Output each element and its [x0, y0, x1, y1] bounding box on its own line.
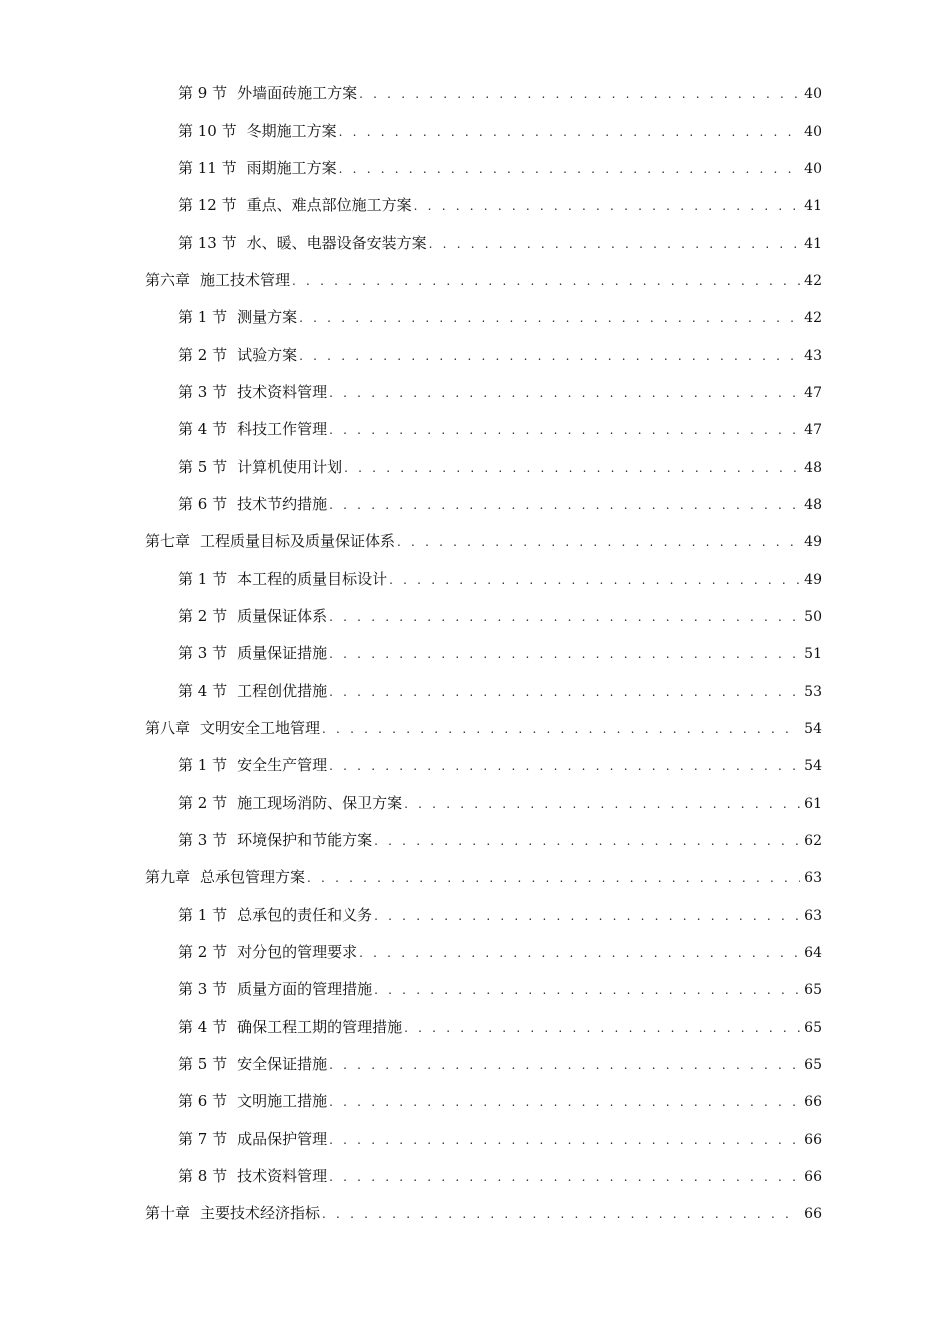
- toc-dot-leader: [292, 271, 800, 291]
- toc-entry-title: 技术资料管理: [237, 382, 328, 401]
- toc-page-number: 40: [804, 123, 822, 140]
- toc-entry-title: 质量保证体系: [237, 606, 328, 625]
- toc-entry-title: 重点、难点部位施工方案: [246, 196, 412, 215]
- toc-entry-title: 水、暖、电器设备安装方案: [246, 233, 427, 252]
- toc-section-entry[interactable]: [0, 1046, 950, 1083]
- toc-entry-line: [178, 979, 822, 1000]
- toc-entry-line: [178, 1091, 822, 1112]
- toc-entry-line: [145, 270, 822, 291]
- toc-page-number: 51: [804, 646, 822, 663]
- toc-entry-line: [178, 158, 822, 179]
- toc-chapter-entry[interactable]: [0, 859, 950, 896]
- toc-entry-title: 冬期施工方案: [246, 121, 337, 140]
- toc-entry-line: [178, 1129, 822, 1150]
- toc-dot-leader: [322, 719, 800, 739]
- toc-entry-label: [178, 382, 327, 402]
- toc-section-entry[interactable]: [0, 897, 950, 934]
- toc-section-entry[interactable]: [0, 1158, 950, 1195]
- toc-entry-line: [178, 755, 822, 776]
- toc-entry-title: 对分包的管理要求: [237, 943, 358, 962]
- toc-dot-leader: [339, 159, 800, 179]
- toc-chapter-entry[interactable]: [0, 710, 950, 747]
- toc-entry-title: 本工程的质量目标设计: [237, 569, 388, 588]
- toc-page-number: 53: [804, 683, 822, 700]
- toc-page-number: 50: [804, 608, 822, 625]
- toc-entry-number: 第 4 节: [178, 1017, 228, 1036]
- toc-entry-label: [178, 494, 327, 514]
- toc-dot-leader: [404, 1018, 800, 1038]
- toc-dot-leader: [414, 196, 800, 216]
- toc-section-entry[interactable]: [0, 1121, 950, 1158]
- toc-entry-title: 技术节约措施: [237, 494, 328, 513]
- toc-page-number: 43: [804, 347, 822, 364]
- toc-entry-title: 计算机使用计划: [237, 457, 343, 476]
- toc-page-number: 54: [804, 721, 822, 738]
- toc-entry-label: [178, 307, 297, 327]
- toc-entry-label: [178, 419, 327, 439]
- toc-entry-line: [178, 419, 822, 440]
- toc-entry-number: 第十章: [145, 1204, 191, 1223]
- toc-entry-title: 文明施工措施: [237, 1092, 328, 1111]
- toc-entry-title: 文明安全工地管理: [200, 719, 321, 738]
- toc-entry-line: [178, 494, 822, 515]
- toc-dot-leader: [307, 868, 800, 888]
- toc-section-entry[interactable]: [0, 411, 950, 448]
- toc-entry-number: 第 9 节: [178, 84, 228, 103]
- toc-chapter-entry[interactable]: [0, 262, 950, 299]
- toc-entry-line: [178, 905, 822, 926]
- toc-entry-line: [178, 1166, 822, 1187]
- toc-entry-number: 第 12 节: [178, 196, 237, 215]
- toc-entry-title: 雨期施工方案: [246, 158, 337, 177]
- toc-section-entry[interactable]: [0, 448, 950, 485]
- toc-entry-label: [178, 793, 402, 813]
- toc-entry-number: 第 5 节: [178, 457, 228, 476]
- toc-entry-label: [178, 1017, 402, 1037]
- toc-entry-title: 安全保证措施: [237, 1055, 328, 1074]
- toc-page-number: 63: [804, 870, 822, 887]
- toc-entry-line: [145, 1203, 822, 1224]
- toc-section-entry[interactable]: [0, 224, 950, 261]
- toc-dot-leader: [359, 84, 800, 104]
- toc-entry-label: [178, 755, 327, 775]
- toc-entry-number: 第 2 节: [178, 606, 228, 625]
- toc-dot-leader: [299, 346, 800, 366]
- toc-section-entry[interactable]: [0, 673, 950, 710]
- toc-entry-line: [178, 345, 822, 366]
- toc-entry-line: [178, 233, 822, 254]
- toc-section-entry[interactable]: [0, 112, 950, 149]
- toc-page-number: 49: [804, 571, 822, 588]
- toc-entry-label: [178, 979, 372, 999]
- toc-entry-line: [178, 793, 822, 814]
- toc-entry-line: [178, 195, 822, 216]
- toc-entry-title: 施工技术管理: [200, 270, 291, 289]
- toc-entry-label: [178, 158, 337, 178]
- toc-entry-title: 质量保证措施: [237, 644, 328, 663]
- toc-entry-line: [178, 1017, 822, 1038]
- toc-section-entry[interactable]: [0, 785, 950, 822]
- toc-entry-title: 试验方案: [237, 345, 298, 364]
- toc-page-number: 54: [804, 758, 822, 775]
- toc-page-number: 65: [804, 1019, 822, 1036]
- toc-page-number: 63: [804, 907, 822, 924]
- toc-dot-leader: [397, 532, 800, 552]
- toc-entry-number: 第 1 节: [178, 569, 228, 588]
- toc-entry-number: 第 1 节: [178, 308, 228, 327]
- toc-entry-number: 第 3 节: [178, 382, 228, 401]
- toc-dot-leader: [329, 644, 800, 664]
- toc-entry-number: 第 7 节: [178, 1129, 228, 1148]
- toc-entry-line: [145, 867, 822, 888]
- toc-dot-leader: [329, 495, 800, 515]
- toc-dot-leader: [329, 420, 800, 440]
- toc-page-number: 48: [804, 459, 822, 476]
- toc-entry-label: [145, 718, 320, 738]
- toc-entry-number: 第六章: [145, 270, 191, 289]
- toc-section-entry[interactable]: [0, 934, 950, 971]
- toc-page-number: 64: [804, 945, 822, 962]
- toc-section-entry[interactable]: [0, 598, 950, 635]
- toc-page-number: 49: [804, 534, 822, 551]
- toc-entry-label: [178, 942, 357, 962]
- toc-page-number: 42: [804, 272, 822, 289]
- toc-chapter-entry[interactable]: [0, 523, 950, 560]
- toc-entry-title: 总承包的责任和义务: [237, 905, 373, 924]
- toc-entry-title: 成品保护管理: [237, 1129, 328, 1148]
- toc-dot-leader: [329, 607, 800, 627]
- toc-entry-line: [178, 569, 822, 590]
- toc-entry-title: 确保工程工期的管理措施: [237, 1017, 403, 1036]
- toc-entry-number: 第 3 节: [178, 644, 228, 663]
- toc-page-number: 62: [804, 833, 822, 850]
- toc-entry-title: 施工现场消防、保卫方案: [237, 793, 403, 812]
- toc-page-number: 40: [804, 86, 822, 103]
- toc-entry-number: 第 2 节: [178, 345, 228, 364]
- toc-entry-number: 第 10 节: [178, 121, 237, 140]
- toc-entry-label: [178, 905, 372, 925]
- toc-entry-line: [145, 718, 822, 739]
- toc-entry-line: [178, 382, 822, 403]
- toc-entry-label: [145, 867, 305, 887]
- toc-entry-line: [178, 457, 822, 478]
- toc-dot-leader: [329, 383, 800, 403]
- toc-entry-number: 第 6 节: [178, 1092, 228, 1111]
- toc-page-number: 61: [804, 795, 822, 812]
- toc-section-entry[interactable]: [0, 822, 950, 859]
- toc-dot-leader: [339, 122, 800, 142]
- toc-section-entry[interactable]: [0, 150, 950, 187]
- toc-entry-title: 技术资料管理: [237, 1167, 328, 1186]
- toc-section-entry[interactable]: [0, 336, 950, 373]
- toc-dot-leader: [329, 1055, 800, 1075]
- toc-entry-line: [178, 830, 822, 851]
- toc-entry-line: [178, 307, 822, 328]
- toc-section-entry[interactable]: [0, 1009, 950, 1046]
- toc-entry-label: [145, 1203, 320, 1223]
- toc-entry-number: 第 1 节: [178, 756, 228, 775]
- toc-page-number: 41: [804, 235, 822, 252]
- toc-entry-line: [178, 83, 822, 104]
- toc-entry-label: [178, 83, 357, 103]
- toc-entry-number: 第 5 节: [178, 1055, 228, 1074]
- toc-entry-title: 环境保护和节能方案: [237, 831, 373, 850]
- toc-section-entry[interactable]: [0, 1083, 950, 1120]
- toc-entry-title: 测量方案: [237, 308, 298, 327]
- toc-page-number: 66: [804, 1094, 822, 1111]
- toc-dot-leader: [374, 980, 800, 1000]
- toc-section-entry[interactable]: [0, 635, 950, 672]
- toc-entry-label: [178, 121, 337, 141]
- toc-dot-leader: [299, 308, 800, 328]
- toc-entry-number: 第 6 节: [178, 494, 228, 513]
- toc-entry-line: [178, 1054, 822, 1075]
- toc-entry-line: [178, 121, 822, 142]
- toc-entry-title: 主要技术经济指标: [200, 1204, 321, 1223]
- toc-entry-number: 第 11 节: [178, 158, 237, 177]
- toc-dot-leader: [389, 570, 800, 590]
- toc-entry-line: [178, 643, 822, 664]
- toc-page-number: 65: [804, 1057, 822, 1074]
- toc-entry-line: [178, 681, 822, 702]
- toc-entry-number: 第 4 节: [178, 420, 228, 439]
- toc-entry-label: [178, 1129, 327, 1149]
- toc-section-entry[interactable]: [0, 486, 950, 523]
- toc-entry-number: 第七章: [145, 532, 191, 551]
- toc-entry-title: 安全生产管理: [237, 756, 328, 775]
- toc-entry-label: [178, 1091, 327, 1111]
- toc-dot-leader: [374, 906, 800, 926]
- toc-section-entry[interactable]: [0, 187, 950, 224]
- toc-entry-number: 第 3 节: [178, 980, 228, 999]
- toc-entry-label: [178, 233, 427, 253]
- toc-dot-leader: [374, 831, 800, 851]
- toc-entry-number: 第 1 节: [178, 905, 228, 924]
- toc-dot-leader: [344, 458, 800, 478]
- toc-entry-label: [178, 457, 342, 477]
- toc-entry-title: 科技工作管理: [237, 420, 328, 439]
- toc-entry-title: 工程质量目标及质量保证体系: [200, 532, 396, 551]
- toc-dot-leader: [329, 756, 800, 776]
- toc-entry-number: 第八章: [145, 719, 191, 738]
- toc-entry-title: 工程创优措施: [237, 681, 328, 700]
- toc-section-entry[interactable]: [0, 560, 950, 597]
- toc-page-number: 47: [804, 384, 822, 401]
- toc-page-number: 66: [804, 1169, 822, 1186]
- toc-entry-label: [145, 270, 290, 290]
- toc-page-number: 47: [804, 422, 822, 439]
- toc-dot-leader: [329, 1167, 800, 1187]
- toc-entry-number: 第 8 节: [178, 1167, 228, 1186]
- toc-entry-title: 质量方面的管理措施: [237, 980, 373, 999]
- toc-entry-label: [178, 643, 327, 663]
- table-of-contents: [0, 75, 950, 1233]
- toc-dot-leader: [322, 1204, 800, 1224]
- toc-dot-leader: [359, 943, 800, 963]
- toc-entry-label: [178, 681, 327, 701]
- toc-entry-label: [178, 195, 412, 215]
- toc-entry-number: 第 2 节: [178, 943, 228, 962]
- toc-entry-label: [178, 345, 297, 365]
- toc-entry-line: [145, 531, 822, 552]
- toc-page-number: 66: [804, 1206, 822, 1223]
- toc-section-entry[interactable]: [0, 374, 950, 411]
- toc-entry-line: [178, 942, 822, 963]
- toc-section-entry[interactable]: [0, 299, 950, 336]
- toc-entry-title: 总承包管理方案: [200, 868, 306, 887]
- toc-entry-number: 第 3 节: [178, 831, 228, 850]
- toc-page-number: 41: [804, 198, 822, 215]
- toc-section-entry[interactable]: [0, 75, 950, 112]
- toc-dot-leader: [329, 1092, 800, 1112]
- toc-section-entry[interactable]: [0, 747, 950, 784]
- toc-page-number: 48: [804, 496, 822, 513]
- toc-entry-label: [178, 569, 387, 589]
- toc-page-number: 65: [804, 982, 822, 999]
- toc-entry-label: [178, 606, 327, 626]
- toc-page-number: 42: [804, 310, 822, 327]
- toc-entry-number: 第九章: [145, 868, 191, 887]
- toc-entry-number: 第 2 节: [178, 793, 228, 812]
- toc-dot-leader: [329, 1130, 800, 1150]
- toc-entry-label: [145, 531, 395, 551]
- toc-entry-line: [178, 606, 822, 627]
- toc-page-number: 66: [804, 1131, 822, 1148]
- toc-chapter-entry[interactable]: [0, 1195, 950, 1232]
- toc-entry-title: 外墙面砖施工方案: [237, 84, 358, 103]
- toc-section-entry[interactable]: [0, 971, 950, 1008]
- toc-dot-leader: [329, 682, 800, 702]
- toc-page-number: 40: [804, 160, 822, 177]
- toc-entry-label: [178, 830, 372, 850]
- toc-entry-label: [178, 1054, 327, 1074]
- toc-entry-number: 第 13 节: [178, 233, 237, 252]
- toc-entry-label: [178, 1166, 327, 1186]
- toc-entry-number: 第 4 节: [178, 681, 228, 700]
- toc-dot-leader: [404, 794, 800, 814]
- toc-dot-leader: [429, 234, 800, 254]
